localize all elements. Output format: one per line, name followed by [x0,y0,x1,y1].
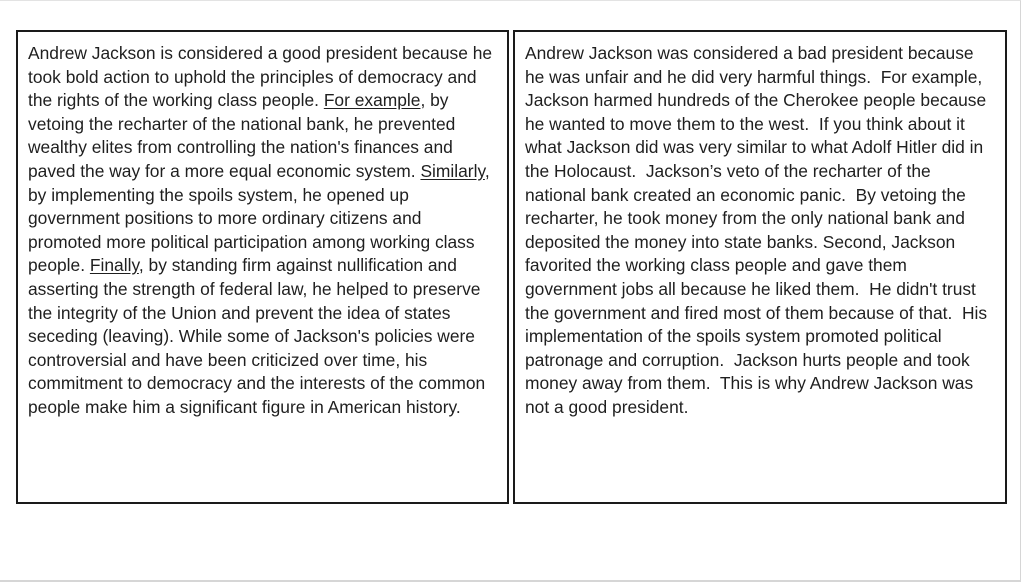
paragraph-text: , by standing firm against nullification and asserting the strength of federal law, he helped to preserve the integrity of the Union and prevent the idea of states seceding (leaving). While some of Jackson's policies were controversial and have been criticized over time, his commitment to democracy and the interests of the common people make him a significant figure in American history. [28,255,486,417]
paragraph-text: Andrew Jackson is considered a good president because he took bold action to uphold the principles of democracy and the rights of the working class people. [28,43,493,111]
table-cell-good-president[interactable] [16,30,509,504]
underlined-transition-finally: Finally [89,255,139,276]
good-president-paragraph [28,42,497,420]
paragraph-text: , by implementing the spoils system, he opened up government positions to more ordinary citizens and promoted more political participation among working class people. [28,160,490,276]
table-cell-bad-president[interactable] [513,30,1007,504]
underlined-transition-similarly: Similarly [420,160,485,181]
bad-president-paragraph: Andrew Jackson was considered a bad president because he was unfair and he did very harmful things. For example, Jackson harmed hundreds of the Cherokee people because he wanted to move them to the west. If you think about it what Jackson did was very similar to what Adolf Hitler did in the Holocaust. Jackson’s veto of the recharter of the national bank created an economic panic. By vetoing the recharter, he took money from the only national bank and deposited the money into state banks. Second, Jackson favorited the working class people and gave them government jobs all because he liked them. He didn't trust the government and fired most of them because of that. His implementation of the spoils system promoted political patronage and corruption. Jackson hurts people and took money away from them. This is why Andrew Jackson was not a good president. [525,43,992,417]
paragraph-text: , by vetoing the recharter of the national bank, he prevented wealthy elites from controlling the nation's finances and paved the way for a more equal economic system. [28,90,456,181]
underlined-transition-for-example: For example [323,90,421,111]
